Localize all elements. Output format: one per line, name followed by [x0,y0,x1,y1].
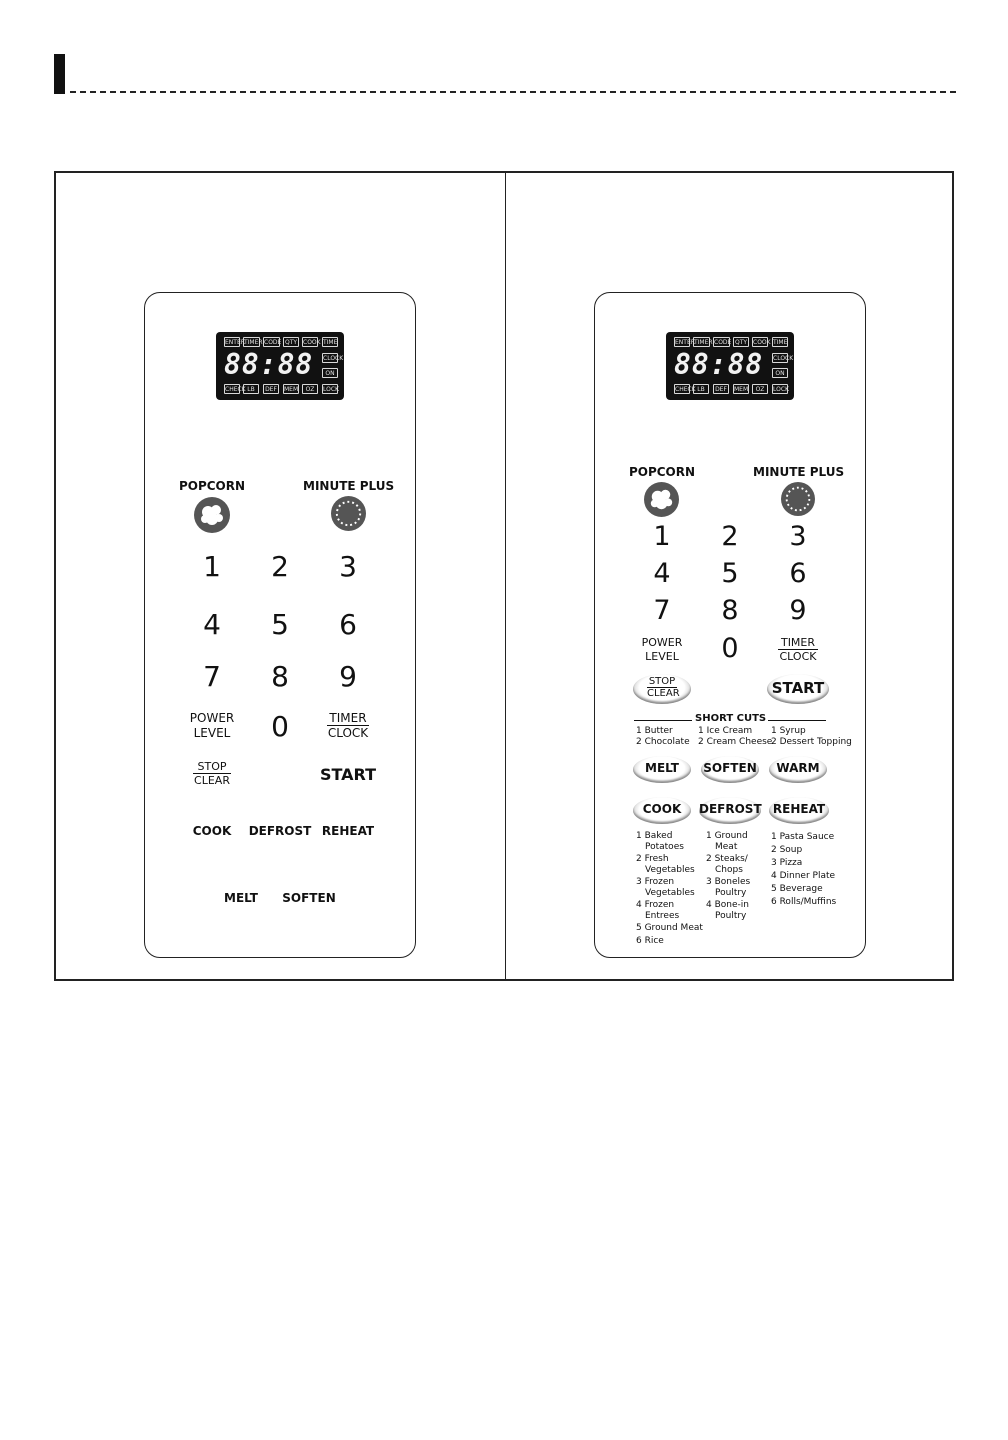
key-3[interactable]: 3 [339,550,357,583]
power-level-line1: POWER [641,636,683,649]
soften-button[interactable]: SOFTEN [282,891,336,905]
cook-menu-list [636,831,703,946]
tag-on: ON [772,368,788,378]
start-button[interactable] [767,674,829,704]
list-item: 2 Steaks/ [706,854,748,864]
start-button[interactable]: START [319,765,377,784]
warm-shortcut-list [771,726,852,747]
tag-def: DEF [713,384,729,394]
tag-lock: LOCK [773,386,789,393]
popcorn-button[interactable] [194,497,230,533]
timer-label: TIMER [778,636,818,650]
key-9[interactable]: 9 [789,595,807,626]
melt-label: MELT [645,761,679,775]
list-item: 2 Dessert Topping [771,736,852,747]
soften-button[interactable] [701,756,759,783]
key-4[interactable]: 4 [653,558,671,589]
key-2[interactable]: 2 [271,550,289,583]
start-label: START [771,679,825,697]
cook-label: COOK [642,802,682,816]
minute-dial-icon [331,496,366,531]
list-item: 1 Pasta Sauce [771,832,835,842]
defrost-menu-list [706,831,750,921]
power-level-button[interactable] [182,711,242,741]
tag-qty: QTY [284,339,298,346]
clock-label: CLOCK [779,650,817,663]
stop-clear-text [647,676,680,699]
list-item: 1 Syrup [771,726,806,736]
tag-time: TIME [773,339,788,346]
melt-button[interactable] [633,756,691,783]
list-item: 5 Ground Meat [636,923,703,933]
soften-shortcut-list [698,726,772,747]
reheat-button[interactable]: REHEAT [321,824,375,838]
short-cuts-rule-left [634,720,692,721]
list-item: 2 Fresh [636,854,669,864]
clear-label: CLEAR [647,688,680,699]
tag-oz: OZ [752,384,768,394]
right-display [666,332,794,400]
reheat-button[interactable] [769,797,829,824]
key-8[interactable]: 8 [721,595,739,626]
short-cuts-heading: SHORT CUTS [695,713,767,724]
list-item: 4 Frozen [636,900,675,910]
key-9[interactable]: 9 [339,660,357,693]
key-1[interactable]: 1 [203,550,221,583]
cook-button[interactable] [633,797,691,824]
tag-clock: CLOCK [773,355,794,362]
clock-label: CLOCK [327,726,369,740]
tag-mem: MEM [284,386,299,393]
tag-oz: OZ [302,384,318,394]
list-item: Potatoes [645,841,684,852]
list-item: 5 Beverage [771,884,823,894]
stop-clear-button[interactable] [193,760,231,787]
list-item: 3 Boneles [706,877,751,887]
tag-check: CHECK [225,386,246,393]
key-6[interactable]: 6 [789,558,807,589]
list-item: 2 Soup [771,845,803,855]
tag-enter: ENTER [225,339,245,346]
melt-shortcut-list [636,726,690,747]
popcorn-label: POPCORN [178,479,246,493]
power-level-line2: LEVEL [645,649,679,663]
tag-cook: COOK [753,339,771,346]
key-7[interactable]: 7 [203,660,221,693]
minute-plus-label: MINUTE PLUS [303,479,395,493]
key-2[interactable]: 2 [721,521,739,552]
tag-code: CODE [264,339,282,346]
list-item: 1 Butter [636,726,673,736]
tag-check: CHECK [675,386,696,393]
key-7[interactable]: 7 [653,595,671,626]
stop-label: STOP [193,760,231,774]
header-dashed-rule [70,91,956,93]
defrost-button[interactable]: DEFROST [248,824,312,838]
list-item: 4 Bone-in [706,900,749,910]
warm-button[interactable] [769,756,827,783]
left-display [216,332,344,400]
list-item: 1 Ice Cream [698,726,753,736]
popcorn-button[interactable] [644,482,679,517]
tag-mem: MEM [734,386,749,393]
power-level-line2: LEVEL [193,726,231,740]
timer-clock-button[interactable] [327,711,369,740]
list-item: 2 Cream Cheese [698,736,773,747]
tag-code: CODE [714,339,732,346]
stop-clear-button[interactable] [633,674,691,704]
popcorn-icon [194,497,230,533]
list-item: Poultry [715,887,747,898]
list-item: 2 Chocolate [636,736,690,747]
section-marker [54,54,65,94]
tag-qty: QTY [734,339,748,346]
cook-button[interactable]: COOK [192,824,232,838]
list-item: 3 Frozen [636,877,675,887]
display-digits: 88:88 [674,348,764,381]
key-0[interactable]: 0 [721,633,739,664]
timer-clock-button[interactable] [778,636,818,663]
melt-button[interactable]: MELT [224,891,258,905]
key-0[interactable]: 0 [271,710,289,743]
defrost-label: DEFROST [699,802,762,816]
key-4[interactable]: 4 [203,608,221,641]
list-item: 1 Baked [636,831,673,841]
display-digits: 88:88 [224,348,314,381]
tag-on: ON [322,368,338,378]
reheat-label: REHEAT [772,802,826,816]
tag-enter: ENTER [675,339,695,346]
list-item: Chops [715,864,743,875]
warm-label: WARM [776,761,820,775]
list-item: 1 Ground [706,831,748,841]
soften-label: SOFTEN [703,761,757,775]
tag-time: TIME [323,339,338,346]
timer-label: TIMER [327,711,369,726]
list-item: Vegetables [645,864,695,875]
list-item: 4 Dinner Plate [771,871,836,881]
popcorn-icon [644,482,679,517]
power-level-button[interactable] [632,636,692,664]
list-item: Vegetables [645,887,695,898]
short-cuts-rule-right [768,720,826,721]
tag-clock: CLOCK [323,355,344,362]
clear-label: CLEAR [194,774,230,787]
list-item: Meat [715,841,738,852]
defrost-button[interactable] [699,797,761,824]
minute-plus-button[interactable] [331,496,366,531]
list-item: 6 Rolls/Muffins [771,897,837,907]
key-6[interactable]: 6 [339,608,357,641]
key-5[interactable]: 5 [721,558,739,589]
tag-lb: LB [693,384,709,394]
popcorn-label: POPCORN [628,465,696,479]
key-8[interactable]: 8 [271,660,289,693]
frame-divider [505,171,506,981]
tag-timer: TIMER [694,339,713,346]
list-item: Entrees [645,910,680,921]
list-item: 6 Rice [636,935,664,946]
power-level-line1: POWER [189,711,235,725]
tag-lb: LB [243,384,259,394]
list-item: Poultry [715,910,747,921]
tag-cook: COOK [303,339,321,346]
tag-lock: LOCK [323,386,339,393]
stop-label: STOP [648,676,676,687]
tag-def: DEF [263,384,279,394]
minute-dial-icon [781,482,815,516]
minute-plus-label: MINUTE PLUS [753,465,845,479]
reheat-menu-list [771,831,836,909]
list-item: 3 Pizza [771,858,803,868]
key-5[interactable]: 5 [271,608,289,641]
minute-plus-button[interactable] [781,482,815,516]
tag-timer: TIMER [244,339,263,346]
key-3[interactable]: 3 [789,521,807,552]
key-1[interactable]: 1 [653,521,671,552]
